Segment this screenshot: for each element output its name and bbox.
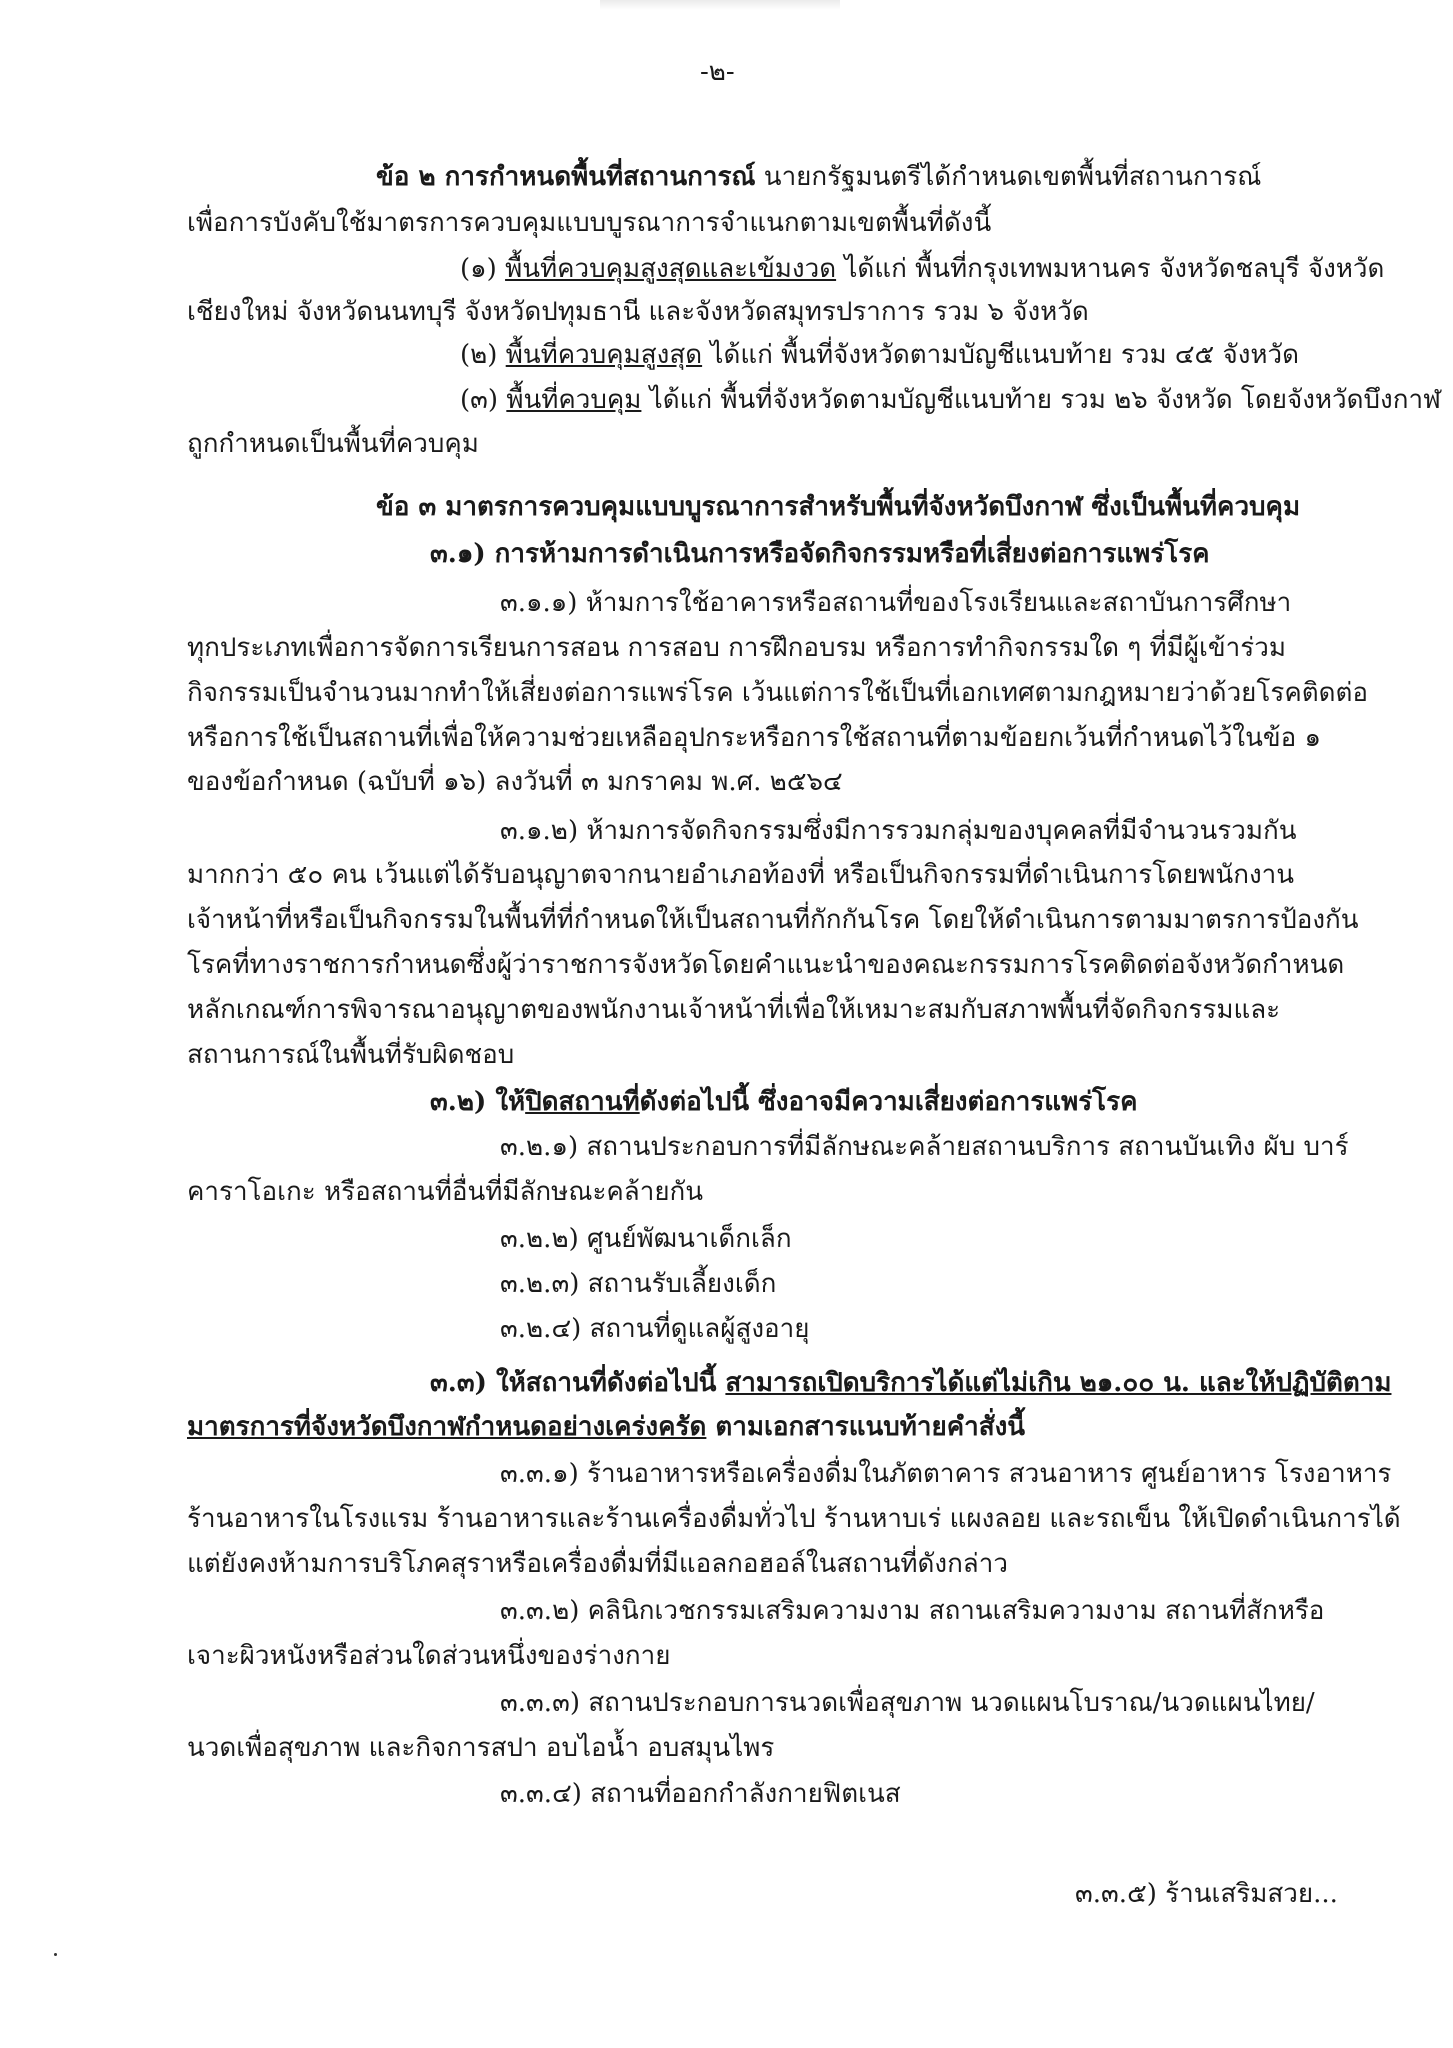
section-3-3-1-line: แต่ยังคงห้ามการบริโภคสุราหรือเครื่องดื่มที่มีแอลกอฮอล์ในสถานที่ดังกล่าว [187, 1549, 1008, 1579]
section-3-1-heading: ๓.๑) การห้ามการดำเนินการหรือจัดกิจกรรมหรือที่เสี่ยงต่อการแพร่โรค [430, 539, 1210, 569]
scan-speck [54, 1953, 57, 1956]
clause-3-heading: ข้อ ๓ มาตรการควบคุมแบบบูรณาการสำหรับพื้นที่จังหวัดบึงกาฬ ซึ่งเป็นพื้นที่ควบคุม [376, 492, 1301, 522]
section-3-1-2-line: ๓.๑.๒) ห้ามการจัดกิจกรรมซึ่งมีการรวมกลุ่มของบุคคลที่มีจำนวนรวมกัน [500, 816, 1297, 846]
clause-2-line-1 [376, 160, 1261, 194]
section-3-3-1-line: ร้านอาหารในโรงแรม ร้านอาหารและร้านเครื่องดื่มทั่วไป ร้านหาบเร่ แผงลอย และรถเข็น ให้เปิดดำเนินการได้ [187, 1504, 1401, 1534]
section-3-3-3-line: ๓.๓.๓) สถานประกอบการนวดเพื่อสุขภาพ นวดแผนโบราณ/นวดแผนไทย/ [500, 1688, 1315, 1718]
clause-2-item-1-line-2: เชียงใหม่ จังหวัดนนทบุรี จังหวัดปทุมธานี และจังหวัดสมุทรปราการ รวม ๖ จังหวัด [187, 297, 1089, 327]
section-3-3-heading-line-2: มาตรการที่จังหวัดบึงกาฬกำหนดอย่างเคร่งครัด ตามเอกสารแนบท้ายคำสั่งนี้ [187, 1412, 1026, 1442]
scan-smudge [600, 0, 840, 10]
section-3-2-2: ๓.๒.๒) ศูนย์พัฒนาเด็กเล็ก [500, 1224, 792, 1254]
section-3-1-2-line: สถานการณ์ในพื้นที่รับผิดชอบ [187, 1040, 515, 1070]
section-3-2-4: ๓.๒.๔) สถานที่ดูแลผู้สูงอายุ [500, 1314, 810, 1344]
zone-control: พื้นที่ควบคุม [506, 385, 642, 415]
zone-strict-max: พื้นที่ควบคุมสูงสุดและเข้มงวด [505, 254, 837, 284]
section-3-2-1-line: คาราโอเกะ หรือสถานที่อื่นที่มีลักษณะคล้ายกัน [187, 1177, 704, 1207]
section-3-1-1-line: กิจกรรมเป็นจำนวนมากทำให้เสี่ยงต่อการแพร่โรค เว้นแต่การใช้เป็นที่เอกเทศตามกฎหมายว่าด้วยโรคติดต่อ [187, 678, 1368, 708]
section-3-1-2-line: มากกว่า ๕๐ คน เว้นแต่ได้รับอนุญาตจากนายอำเภอท้องที่ หรือเป็นกิจกรรมที่ดำเนินการโดยพนักงาน [187, 860, 1295, 890]
section-3-1-2-line: เจ้าหน้าที่หรือเป็นกิจกรรมในพื้นที่ที่กำหนดให้เป็นสถานที่กักกันโรค โดยให้ดำเนินการตามมาตรการป้องกัน [187, 905, 1359, 935]
section-3-1-1-line: ของข้อกำหนด (ฉบับที่ ๑๖) ลงวันที่ ๓ มกราคม พ.ศ. ๒๕๖๔ [187, 767, 843, 797]
section-3-1-1-line: ๓.๑.๑) ห้ามการใช้อาคารหรือสถานที่ของโรงเรียนและสถาบันการศึกษา [500, 588, 1292, 618]
clause-2-item-2: (๒) พื้นที่ควบคุมสูงสุด ได้แก่ พื้นที่จังหวัดตามบัญชีแนบท้าย รวม ๔๕ จังหวัด [460, 340, 1300, 370]
section-3-1-1-line: ทุกประเภทเพื่อการจัดการเรียนการสอน การสอบ การฝึกอบรม หรือการทำกิจกรรมใด ๆ ที่มีผู้เข้าร่วม [187, 633, 1286, 663]
section-3-3-1-line: ๓.๓.๑) ร้านอาหารหรือเครื่องดื่มในภัตตาคาร สวนอาหาร ศูนย์อาหาร โรงอาหาร [500, 1459, 1392, 1489]
section-3-3-3-line: นวดเพื่อสุขภาพ และกิจการสปา อบไอน้ำ อบสมุนไพร [187, 1733, 775, 1763]
clause-2-text: นายกรัฐมนตรีได้กำหนดเขตพื้นที่สถานการณ์ [755, 162, 1262, 192]
section-3-1-1-line: หรือการใช้เป็นสถานที่เพื่อให้ความช่วยเหลืออุปกระหรือการใช้สถานที่ตามข้อยกเว้นที่กำหนดไว้ในข้อ ๑ [187, 723, 1322, 753]
continuation-marker: ๓.๓.๕) ร้านเสริมสวย... [1075, 1879, 1338, 1909]
clause-2-item-1: (๑) พื้นที่ควบคุมสูงสุดและเข้มงวด ได้แก่ พื้นที่กรุงเทพมหานคร จังหวัดชลบุรี จังหวัด [460, 254, 1385, 284]
section-3-3-2-line: เจาะผิวหนังหรือส่วนใดส่วนหนึ่งของร่างกาย [187, 1641, 671, 1671]
page-number: -๒- [700, 57, 735, 87]
section-3-2-1-line: ๓.๒.๑) สถานประกอบการที่มีลักษณะคล้ายสถานบริการ สถานบันเทิง ผับ บาร์ [500, 1132, 1349, 1162]
zone-max: พื้นที่ควบคุมสูงสุด [505, 340, 703, 370]
clause-2-line-2: เพื่อการบังคับใช้มาตรการควบคุมแบบบูรณาการจำแนกตามเขตพื้นที่ดังนี้ [187, 208, 992, 238]
clause-2-heading: ข้อ ๒ การกำหนดพื้นที่สถานการณ์ [376, 162, 756, 192]
clause-2-item-3: (๓) พื้นที่ควบคุม ได้แก่ พื้นที่จังหวัดตามบัญชีแนบท้าย รวม ๒๖ จังหวัด โดยจังหวัดบึงกาฬ [460, 385, 1441, 415]
section-3-2-heading: ๓.๒) ให้ปิดสถานที่ดังต่อไปนี้ ซึ่งอาจมีความเสี่ยงต่อการแพร่โรค [430, 1087, 1138, 1117]
section-3-3-heading: ๓.๓) ให้สถานที่ดังต่อไปนี้ สามารถเปิดบริการได้แต่ไม่เกิน ๒๑.๐๐ น. และให้ปฏิบัติตาม [430, 1368, 1392, 1398]
clause-2-item-3-line-2: ถูกกำหนดเป็นพื้นที่ควบคุม [187, 429, 479, 459]
section-3-1-2-line: โรคที่ทางราชการกำหนดซึ่งผู้ว่าราชการจังหวัดโดยคำแนะนำของคณะกรรมการโรคติดต่อจังหวัดกำหนด [187, 950, 1345, 980]
section-3-2-3: ๓.๒.๓) สถานรับเลี้ยงเด็ก [500, 1269, 777, 1299]
section-3-3-4: ๓.๓.๔) สถานที่ออกกำลังกายฟิตเนส [500, 1779, 901, 1809]
section-3-1-2-line: หลักเกณฑ์การพิจารณาอนุญาตของพนักงานเจ้าหน้าที่เพื่อให้เหมาะสมกับสภาพพื้นที่จัดกิจกรรมและ [187, 995, 1281, 1025]
section-3-3-2-line: ๓.๓.๒) คลินิกเวชกรรมเสริมความงาม สถานเสริมความงาม สถานที่สักหรือ [500, 1596, 1325, 1626]
